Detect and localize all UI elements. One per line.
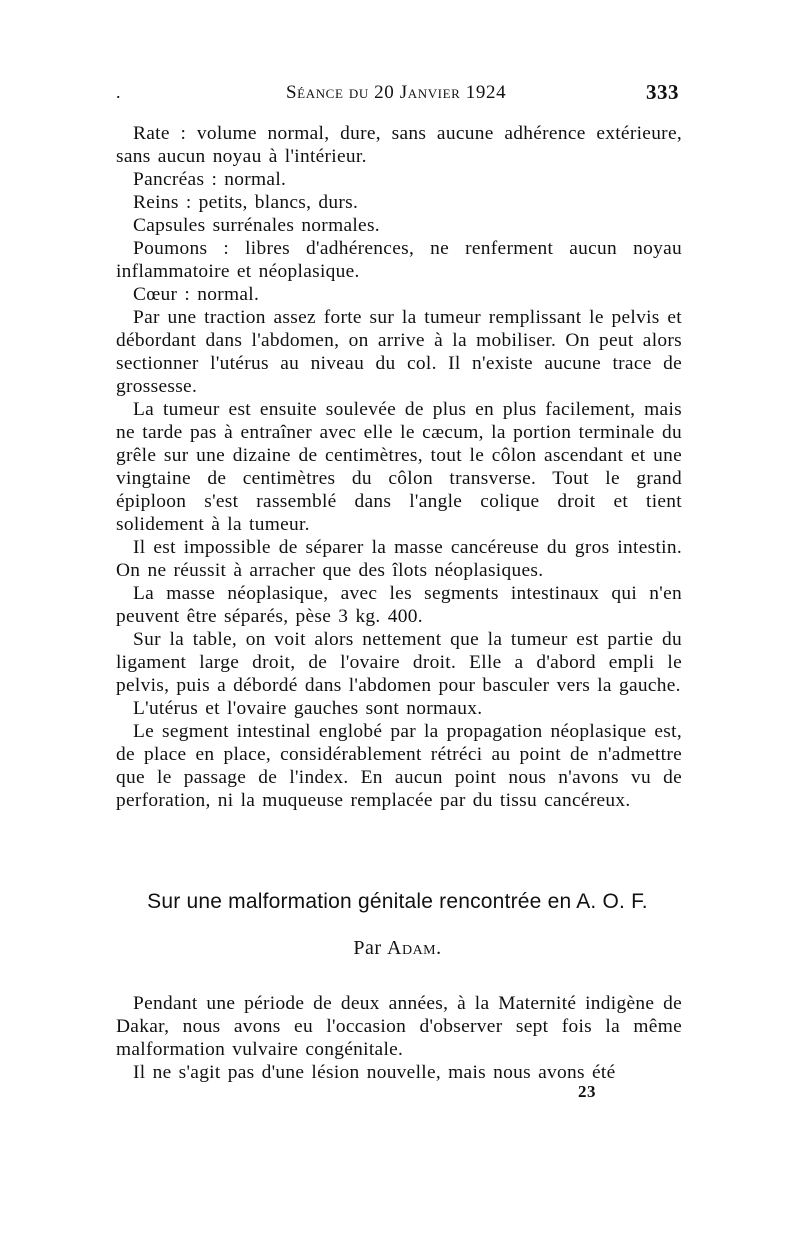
paragraph-pancreas: Pancréas : normal.	[133, 169, 287, 190]
paragraph-lungs: Poumons : libres d'adhérences, ne renferment aucun noyau inflammatoire et néoplasique.	[116, 238, 682, 282]
header-mark: .	[116, 82, 121, 102]
paragraph-period: Pendant une période de deux années, à la Maternité indigène de Dakar, nous avons eu l'occasion d'observer sept fois la même malformation vulvaire congénitale.	[116, 993, 682, 1060]
paragraph-lesion: Il ne s'agit pas d'une lésion nouvelle, mais nous avons été	[133, 1062, 616, 1083]
paragraph-impossible: Il est impossible de séparer la masse cancéreuse du gros intestin. On ne réussit à arracher que des îlots néoplasiques.	[116, 537, 682, 581]
report-body	[116, 122, 682, 812]
running-head	[110, 78, 685, 108]
byline-prefix: Par	[353, 937, 382, 959]
byline	[110, 937, 685, 960]
paragraph-mass-weight: La masse néoplasique, avec les segments intestinaux qui n'en peuvent être séparés, pèse 3 kg. 400.	[116, 583, 682, 627]
signature-mark: 23	[578, 1082, 596, 1101]
paragraph-adrenals: Capsules surrénales normales.	[133, 215, 380, 236]
paragraph-table: Sur la table, on voit alors nettement que la tumeur est partie du ligament large droit, de l'ovaire droit. Elle a d'abord empli le pelvis, puis a débordé dans l'abdomen pour basculer vers la gauche.	[116, 629, 682, 696]
paragraph-spleen: Rate : volume normal, dure, sans aucune adhérence extérieure, sans aucun noyau à l'intérieur.	[116, 123, 682, 167]
article-body	[116, 992, 682, 1084]
page-number: 333	[646, 80, 679, 104]
author-name: Adam.	[387, 937, 442, 959]
paragraph-uterus-ovary: L'utérus et l'ovaire gauches sont normaux.	[133, 698, 483, 719]
paragraph-tumor-lifted: La tumeur est ensuite soulevée de plus en plus facilement, mais ne tarde pas à entraîner avec elle le cæcum, la portion terminale du grêle sur une dizaine de centimètres, tout le côlon ascendant et une vingtaine de centimètres du côlon transverse. Tout le grand épiploon s'est rassemblé dans l'angle colique droit et tient solidement à la tumeur.	[116, 399, 682, 535]
running-title: Séance du 20 Janvier 1924	[286, 82, 507, 103]
paragraph-segment: Le segment intestinal englobé par la propagation néoplasique est, de place en place, considérablement rétréci au point de n'admettre que le passage de l'index. En aucun point nous n'avons vu de perforation, ni la muqueuse remplacée par du tissu cancéreux.	[116, 721, 682, 811]
paragraph-traction: Par une traction assez forte sur la tumeur remplissant le pelvis et débordant dans l'abdomen, on arrive à la mobiliser. On peut alors sectionner l'utérus au niveau du col. Il n'existe aucune trace de grossesse.	[116, 307, 682, 397]
article-title: Sur une malformation génitale rencontrée en A. O. F.	[147, 890, 648, 913]
paragraph-heart: Cœur : normal.	[133, 284, 260, 305]
paragraph-kidneys: Reins : petits, blancs, durs.	[133, 192, 359, 213]
